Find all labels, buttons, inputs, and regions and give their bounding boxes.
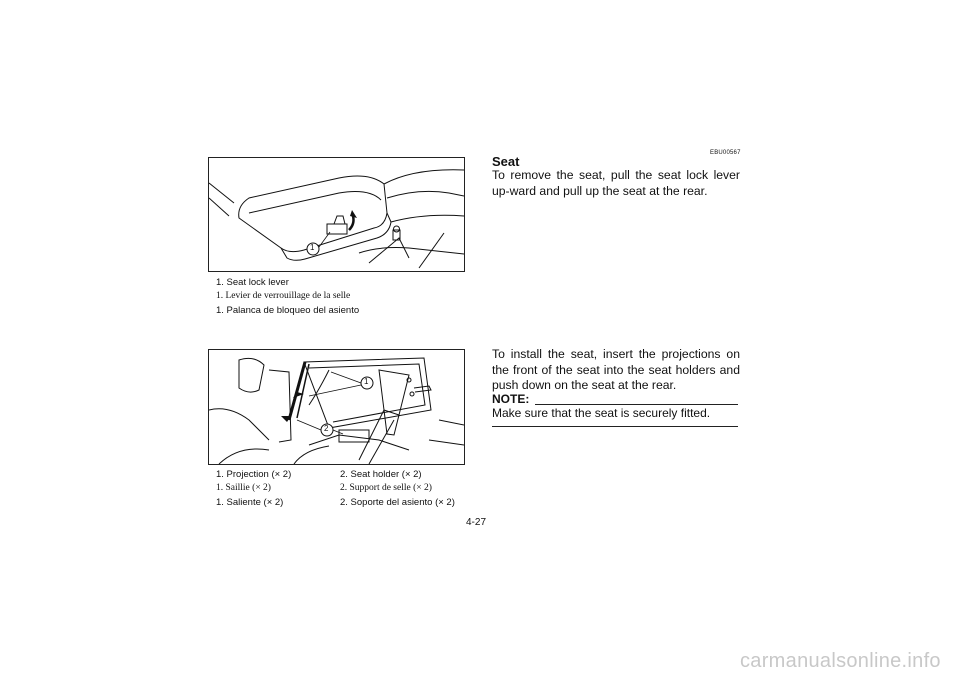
figure2-caption-es-2: 2. Soporte del asiento (× 2) (340, 497, 455, 508)
note-top-rule (535, 404, 738, 405)
section-title: Seat (492, 154, 520, 169)
seat-lock-illustration (209, 158, 464, 271)
note-label: NOTE: (492, 392, 530, 406)
figure2-callout-2: 2 (324, 424, 329, 433)
figure1-caption-en: 1. Seat lock lever (216, 277, 289, 288)
figure2-caption-es-1: 1. Saliente (× 2) (216, 497, 284, 508)
figure2-callout-1: 1 (364, 377, 369, 386)
page-number: 4-27 (466, 517, 487, 528)
figure2-caption-en-2: 2. Seat holder (× 2) (340, 469, 422, 480)
remove-seat-instructions: To remove the seat, pull the seat lock lever up-ward and pull up the seat at the rear. (492, 168, 740, 198)
figure2-caption-fr-2: 2. Support de selle (× 2) (340, 483, 432, 493)
figure2-caption-en-1: 1. Projection (× 2) (216, 469, 292, 480)
figure2-caption-fr-1: 1. Saillie (× 2) (216, 483, 271, 493)
section-code: EBU00567 (710, 150, 741, 156)
figure1-caption-fr: 1. Levier de verrouillage de la selle (216, 291, 351, 301)
figure1-caption-es: 1. Palanca de bloqueo del asiento (216, 305, 360, 316)
install-seat-instructions: To install the seat, insert the projections on the front of the seat into the seat holders and push down on the seat at the rear. (492, 347, 740, 392)
watermark: carmanualsonline.info (740, 650, 941, 672)
figure-seat-installation (208, 349, 465, 465)
seat-install-illustration (209, 350, 464, 464)
figure1-callout-1: 1 (310, 243, 315, 252)
note-bottom-rule (492, 426, 738, 427)
note-text: Make sure that the seat is securely fitted. (492, 406, 711, 420)
figure-seat-lock-lever (208, 157, 465, 272)
